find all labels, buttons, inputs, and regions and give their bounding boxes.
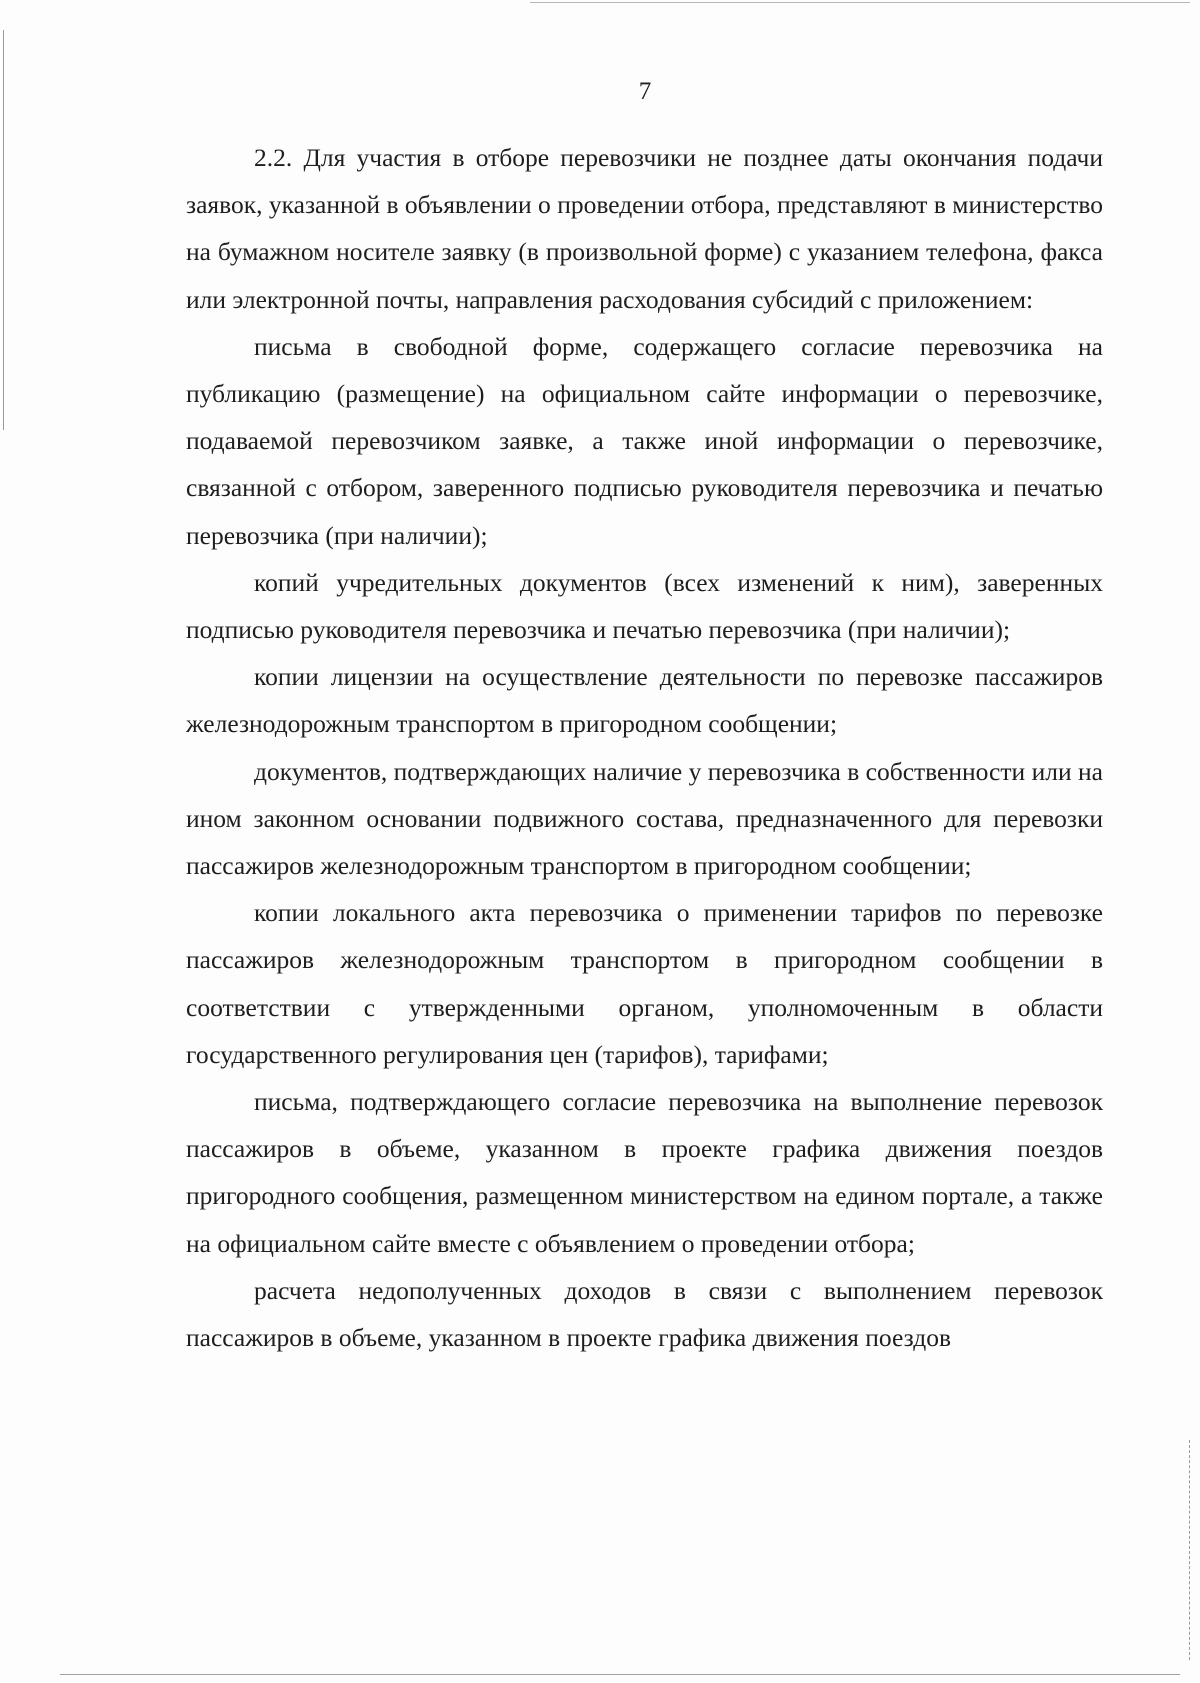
paragraph-founding-documents: копий учредительных документов (всех изменений к ним), заверенных подписью руководителя перевозчика и печатью перевозчика (при наличии);	[186, 567, 1103, 645]
page-number: 7	[638, 78, 652, 105]
scan-edge-top	[530, 2, 1190, 3]
paragraph-volume-consent-letter: письма, подтверждающего согласие перевозчика на выполнение перевозок пассажиров в объеме, указанном в проекте графика движения поездов пригородного сообщения, размещенном министерством на едином портале, а также на официальном сайте вместе с объявлением о проведении отбора;	[186, 1087, 1103, 1258]
scan-edge-right	[1189, 1440, 1190, 1660]
scan-edge-bottom	[60, 1674, 1180, 1675]
paragraph-rolling-stock-documents: документов, подтверждающих наличие у перевозчика в собственности или на ином законном основании подвижного состава, предназначенного для перевозки пассажиров железнодорожным транспортом в пригородном сообщении;	[186, 756, 1103, 881]
document-body	[186, 134, 1103, 1361]
paragraph-lost-income-calculation: расчета недополученных доходов в связи с выполнением перевозок пассажиров в объеме, указанном в проекте графика движения поездов	[186, 1275, 1103, 1353]
paragraph-consent-letter: письма в свободной форме, содержащего согласие перевозчика на публикацию (размещение) на официальном сайте информации о перевозчике, подаваемой перевозчиком заявке, а также иной информации о перевозчике, связанной с отбором, заверенного подписью руководителя перевозчика и печатью перевозчика (при наличии);	[186, 331, 1103, 550]
paragraph-2-2: 2.2. Для участия в отборе перевозчики не позднее даты окончания подачи заявок, указанной в объявлении о проведении отбора, представляют в министерство на бумажном носителе заявку (в произвольной форме) с указанием телефона, факса или электронной почты, направления расходования субсидий с приложением:	[186, 143, 1103, 314]
paragraph-tariff-act: копии локального акта перевозчика о применении тарифов по перевозке пассажиров железнодорожным транспортом в пригородном сообщении в соответствии с утвержденными органом, уполномоченным в области государственного регулирования цен (тарифов), тарифами;	[186, 898, 1103, 1069]
paragraph-license-copy: копии лицензии на осуществление деятельности по перевозке пассажиров железнодорожным транспортом в пригородном сообщении;	[186, 662, 1103, 739]
